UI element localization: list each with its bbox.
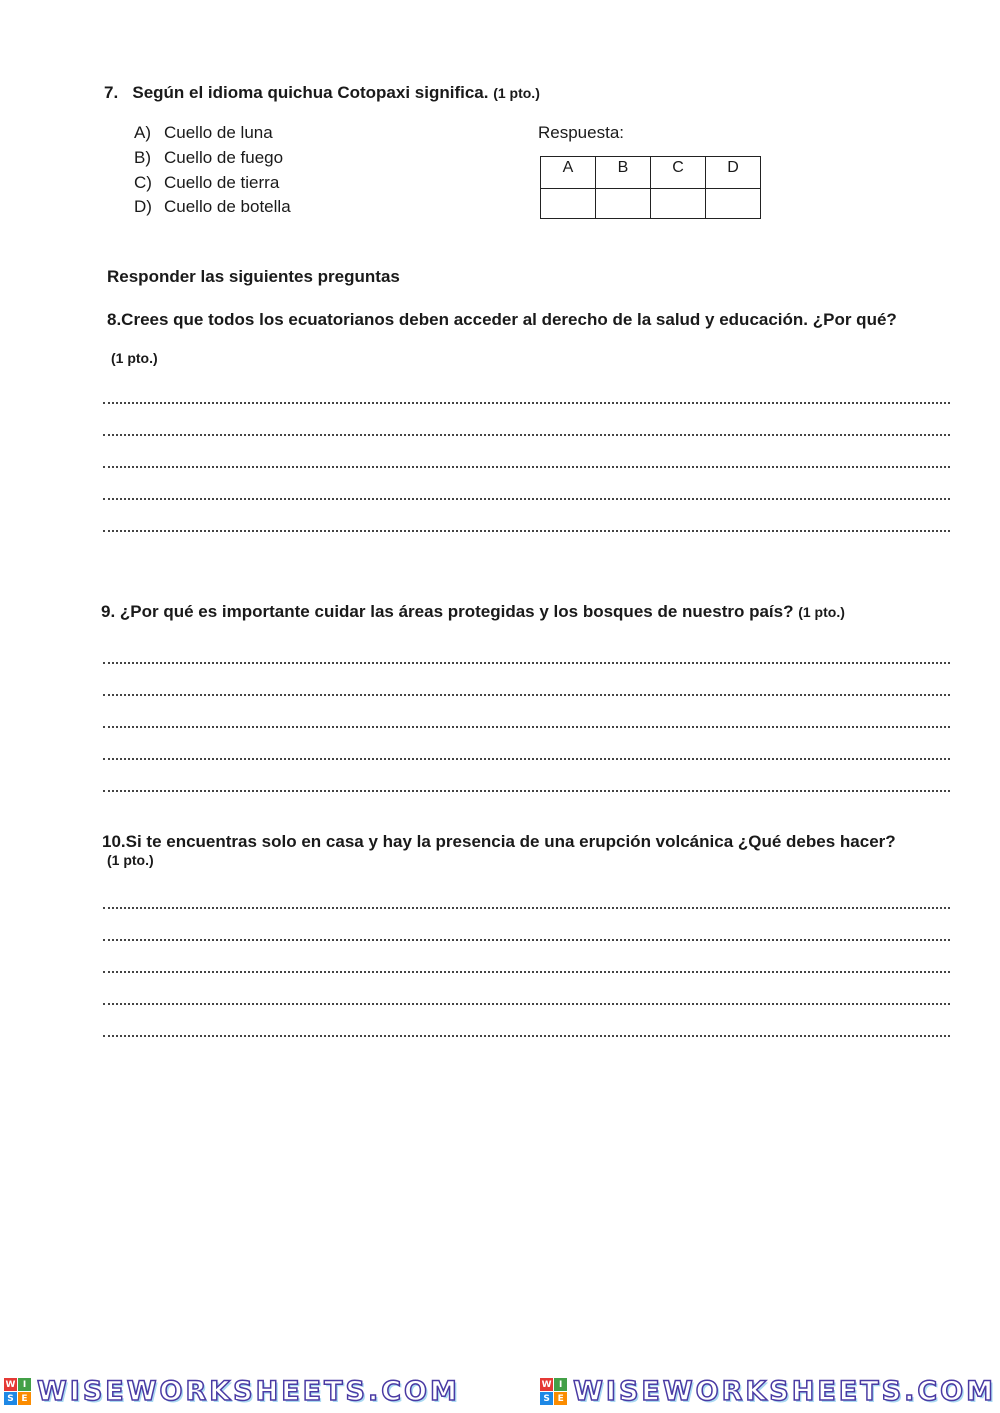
- answer-line[interactable]: [103, 694, 950, 696]
- answer-cell-a[interactable]: [541, 189, 596, 219]
- answer-line[interactable]: [103, 971, 950, 973]
- answer-line[interactable]: [103, 498, 950, 500]
- answer-line[interactable]: [103, 939, 950, 941]
- question-9-text: 9. ¿Por qué es importante cuidar las áreas protegidas y los bosques de nuestro país?: [101, 602, 794, 621]
- question-7-title: [104, 83, 540, 103]
- answer-line[interactable]: [103, 402, 950, 404]
- question-7-options: [134, 123, 291, 221]
- brand-left: [4, 1376, 460, 1407]
- question-8-points: (1 pto.): [111, 350, 158, 366]
- answer-line[interactable]: [103, 1035, 950, 1037]
- question-7-number: 7.: [104, 83, 119, 102]
- answer-line[interactable]: [103, 726, 950, 728]
- answer-line[interactable]: [103, 907, 950, 909]
- answer-line[interactable]: [103, 530, 950, 532]
- answer-cell-b[interactable]: [596, 189, 651, 219]
- watermark-text: WISEWORKSHEETS.COM: [573, 1376, 996, 1407]
- watermark-text: WISEWORKSHEETS.COM: [37, 1376, 460, 1407]
- section-heading: Responder las siguientes preguntas: [107, 267, 400, 286]
- answer-header-b: B: [596, 157, 651, 189]
- answer-line[interactable]: [103, 662, 950, 664]
- option-a: A) Cuello de luna: [134, 123, 273, 142]
- answer-line[interactable]: [103, 758, 950, 760]
- answer-cell-c[interactable]: [651, 189, 706, 219]
- answer-line[interactable]: [103, 466, 950, 468]
- question-9-points: (1 pto.): [798, 604, 845, 620]
- footer-watermark: [0, 1370, 1000, 1413]
- answer-cell-d[interactable]: [706, 189, 761, 219]
- question-7-text: Según el idioma quichua Cotopaxi significa.: [132, 83, 489, 102]
- question-7-points: (1 pto.): [493, 85, 540, 101]
- brand-right: [540, 1376, 996, 1407]
- answer-line[interactable]: [103, 790, 950, 792]
- answer-header-d: D: [706, 157, 761, 189]
- question-10-points: (1 pto.): [107, 852, 154, 868]
- answer-header-a: A: [541, 157, 596, 189]
- question-9-title: [101, 602, 845, 622]
- answer-line[interactable]: [103, 1003, 950, 1005]
- wise-logo-icon: W I S E: [540, 1378, 567, 1405]
- option-b: B) Cuello de fuego: [134, 148, 284, 167]
- answer-header-c: C: [651, 157, 706, 189]
- answer-line[interactable]: [103, 434, 950, 436]
- question-8-title: 8.Crees que todos los ecuatorianos deben acceder al derecho de la salud y educación. ¿Por qué?: [107, 310, 897, 329]
- wise-logo-icon: W I S E: [4, 1378, 31, 1405]
- question-10-title: 10.Si te encuentras solo en casa y hay la presencia de una erupción volcánica ¿Qué debes hacer?: [102, 832, 896, 851]
- option-c: C) Cuello de tierra: [134, 173, 280, 192]
- answer-label: Respuesta:: [538, 123, 624, 142]
- option-d: D) Cuello de botella: [134, 197, 291, 216]
- answer-grid: [540, 156, 761, 219]
